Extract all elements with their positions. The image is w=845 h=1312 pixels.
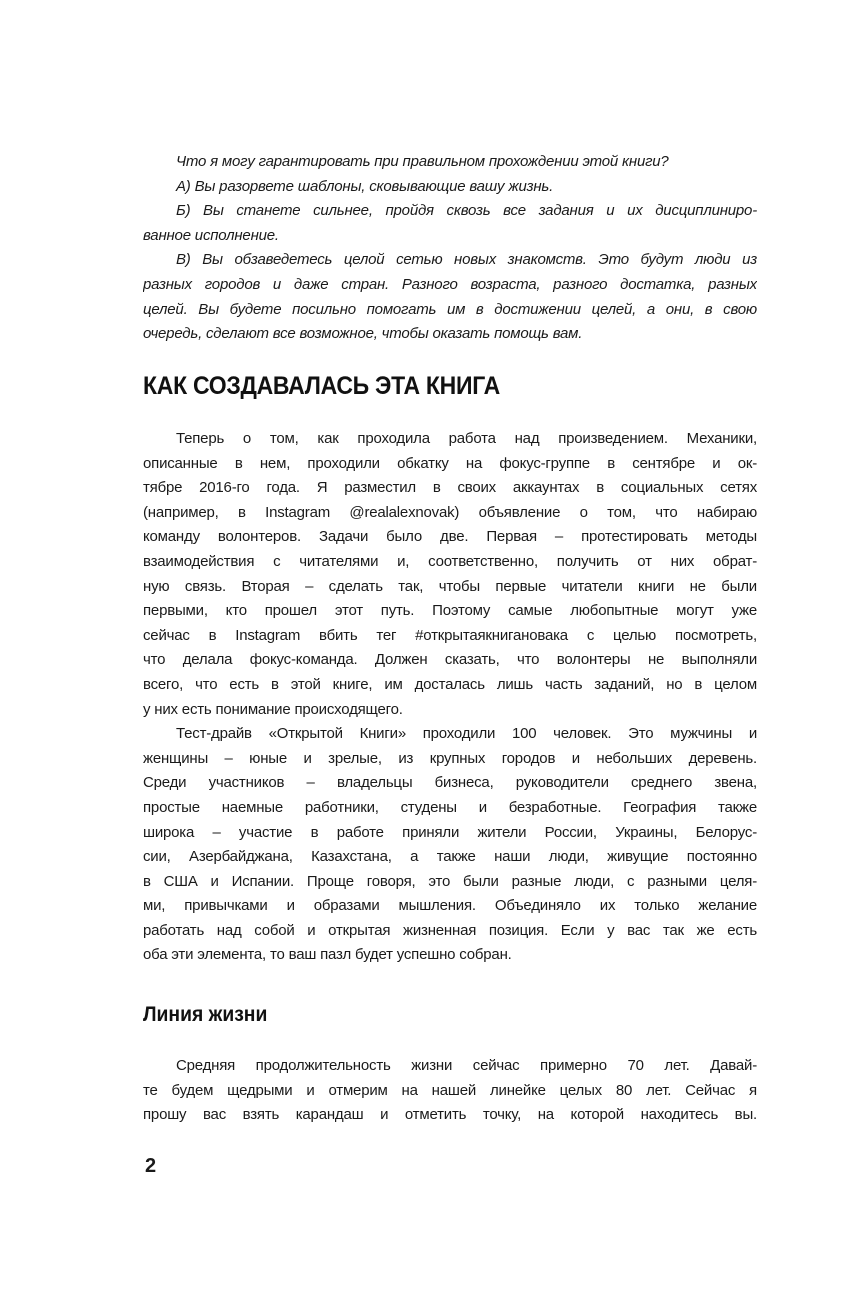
text-line: А) Вы разорвете шаблоны, сковывающие вашу жизнь. (176, 177, 554, 195)
text-line: те будем щедрыми и отмерим на нашей линейке целых 80 лет. Сейчас я (143, 1081, 757, 1099)
text-line: Среди участников – владельцы бизнеса, руководители среднего звена, (143, 774, 757, 792)
text-line: женщины – юные и зрелые, из крупных городов и небольших деревень. (143, 749, 757, 767)
text-line: всего, что есть в этой книге, им досталась лишь часть заданий, но в целом (143, 675, 757, 693)
paragraph (143, 150, 757, 175)
paragraph (143, 427, 757, 722)
text-line: целей. Вы будете посильно помогать им в достижении целей, а они, в свою (143, 300, 757, 318)
text-line: ми, привычками и образами мышления. Объединяло их только желание (143, 897, 757, 915)
text-line: очередь, сделают все возможное, чтобы оказать помощь вам. (143, 325, 583, 343)
text-line: первыми, кто прошел этот путь. Поэтому самые любопытные могут уже (143, 602, 757, 620)
text-line: ную связь. Вторая – сделать так, чтобы первые читатели книги не были (143, 577, 757, 595)
paragraph (143, 722, 757, 968)
text-line: широка – участие в работе приняли жители России, Украины, Белорус- (143, 823, 757, 841)
section-heading: КАК СОЗДАВАЛАСЬ ЭТА КНИГА (143, 372, 500, 400)
text-line: команду волонтеров. Задачи было две. Первая – протестировать методы (143, 528, 757, 546)
paragraph (143, 1054, 757, 1128)
subsection-body (143, 1054, 757, 1128)
text-line: Б) Вы станете сильнее, пройдя сквозь все задания и их дисциплиниро- (176, 202, 757, 220)
text-line: прошу вас взять карандаш и отметить точку, на которой находитесь вы. (143, 1106, 757, 1124)
text-line: Средняя продолжительность жизни сейчас примерно 70 лет. Давай- (176, 1057, 757, 1074)
page-number: 2 (145, 1155, 157, 1177)
text-line: Что я могу гарантировать при правильном прохождении этой книги? (176, 153, 669, 170)
text-line: работать над собой и открытая жизненная позиция. Если у вас так же есть (143, 921, 757, 939)
text-line: простые наемные работники, студены и безработные. География также (143, 798, 757, 816)
section-body (143, 427, 757, 968)
text-line: ванное исполнение. (143, 226, 279, 244)
text-line: сейчас в Instagram вбить тег #открытаякнигановака с целью посмотреть, (143, 626, 757, 644)
text-line: (например, в Instagram @realalexnovak) объявление о том, что набираю (143, 503, 757, 521)
text-line: Теперь о том, как проходила работа над произведением. Механики, (176, 430, 757, 447)
text-line: в США и Испании. Проще говоря, это были разные люди, с разными целя- (143, 872, 757, 890)
text-line: описанные в нем, проходили обкатку на фокус-группе в сентябре и ок- (143, 454, 757, 472)
subsection-heading: Линия жизни (143, 1003, 268, 1026)
text-line: взаимодействия с читателями и, соответственно, получить от них обрат- (143, 552, 757, 570)
text-line: сии, Азербайджана, Казахстана, а также наши люди, живущие постоянно (143, 848, 757, 866)
paragraph (143, 248, 757, 346)
intro-text (143, 150, 757, 347)
paragraph (143, 199, 757, 248)
text-line: Тест-драйв «Открытой Книги» проходили 100 человек. Это мужчины и (176, 725, 757, 743)
text-line: что делала фокус-команда. Должен сказать, что волонтеры не выполняли (143, 651, 757, 669)
text-line: тябре 2016-го года. Я разместил в своих аккаунтах в социальных сетях (143, 479, 757, 497)
text-line: разных городов и даже стран. Разного возраста, разного достатка, разных (143, 275, 757, 293)
text-line: В) Вы обзаведетесь целой сетью новых знакомств. Это будут люди из (176, 251, 757, 269)
text-line: оба эти элемента, то ваш пазл будет успешно собран. (143, 946, 512, 964)
paragraph (143, 175, 757, 200)
text-line: у них есть понимание происходящего. (143, 700, 403, 718)
